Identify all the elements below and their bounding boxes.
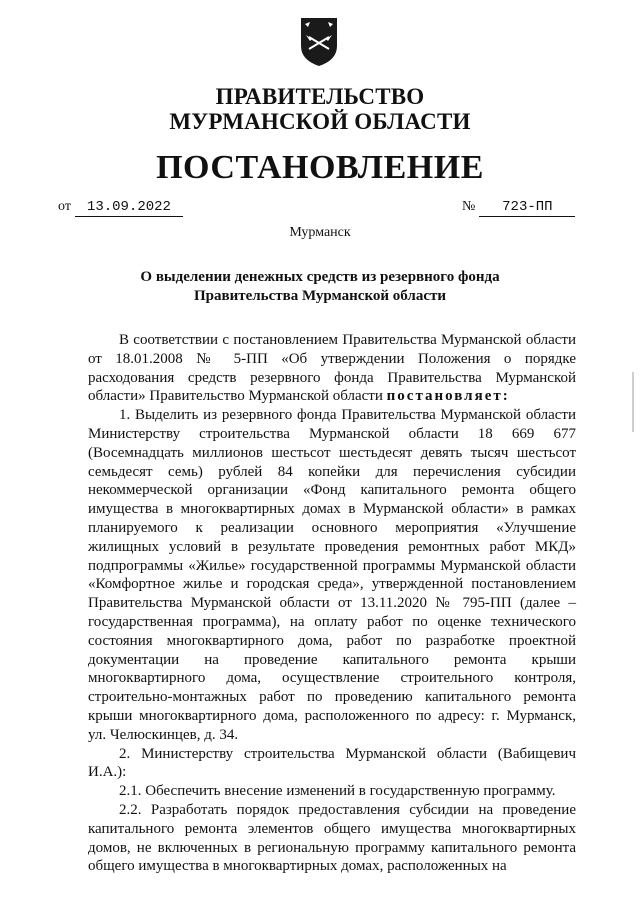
organization-name xyxy=(0,84,640,134)
subject-line-1: О выделении денежных средств из резервного фонда xyxy=(140,269,500,285)
document-type-title: ПОСТАНОВЛЕНИЕ xyxy=(156,149,484,186)
paragraph-2-2: 2.2. Разработать порядок предоставления субсидии на проведение капитального ремонта элементов общего имущества многоквартирных домов, не включенных в региональную программу капитального ремонта общего имущества в многоквартирных домах, расположенных на xyxy=(88,801,576,875)
number-label: № xyxy=(462,199,476,214)
organization-line-2: МУРМАНСКОЙ ОБЛАСТИ xyxy=(169,109,471,134)
document-date-row xyxy=(58,198,183,220)
coat-of-arms-emblem xyxy=(296,12,342,68)
document-number: 723-ПП xyxy=(479,198,575,217)
scan-artifact xyxy=(632,372,634,432)
paragraph-2-1: 2.1. Обеспечить внесение изменений в государственную программу. xyxy=(119,783,556,800)
intro-text: В соответствии с постановлением Правительства Мурманской области от 18.01.2008 № 5-ПП «Об утверждении Положения о порядке расходования средств резервного фонда Правительства Мурманской области» Правительство Мурманской области xyxy=(88,332,576,405)
document-number-row xyxy=(462,198,575,220)
paragraph-intro xyxy=(88,331,576,406)
document-subject xyxy=(120,268,520,306)
document-date: 13.09.2022 xyxy=(75,198,183,217)
organization-line-1: ПРАВИТЕЛЬСТВО xyxy=(215,84,425,109)
document-city: Мурманск xyxy=(289,225,351,240)
decree-word: постановляет: xyxy=(386,388,510,405)
date-label: от xyxy=(58,199,71,214)
paragraph-1: 1. Выделить из резервного фонда Правительства Мурманской области Министерству строительства Мурманской области 18 669 677 (Восемнадцать миллионов шестьсот шестьдесят девять тысяч шестьсот семьдесят семь) рублей 84 копейки для перечисления субсидии некоммерческой организации «Фонд капитального ремонта общего имущества в многоквартирных домах в Мурманской области» в рамках планируемого к реализации основного мероприятия «Улучшение жилищных условий в результате проведения ремонтных работ МКД» подпрограммы «Жилье» государственной программы Мурманской области «Комфортное жилье и городская среда», утвержденной постановлением Правительства Мурманской области от 13.11.2020 № 795-ПП (далее – государственная программа), на оплату работ по оценке технического состояния многоквартирного дома, работ по разработке проектной документации на проведение капитального ремонта крыши многоквартирного дома, осуществление строительного контроля, строительно-монтажных работ по проведению капитального ремонта крыши многоквартирного дома, расположенного по адресу: г. Мурманск, ул. Челюскинцев, д. 34. xyxy=(88,407,576,743)
paragraph-2: 2. Министерству строительства Мурманской области (Вабищевич И.А.): xyxy=(88,745,576,781)
subject-line-2: Правительства Мурманской области xyxy=(193,288,447,304)
document-body xyxy=(88,331,576,876)
